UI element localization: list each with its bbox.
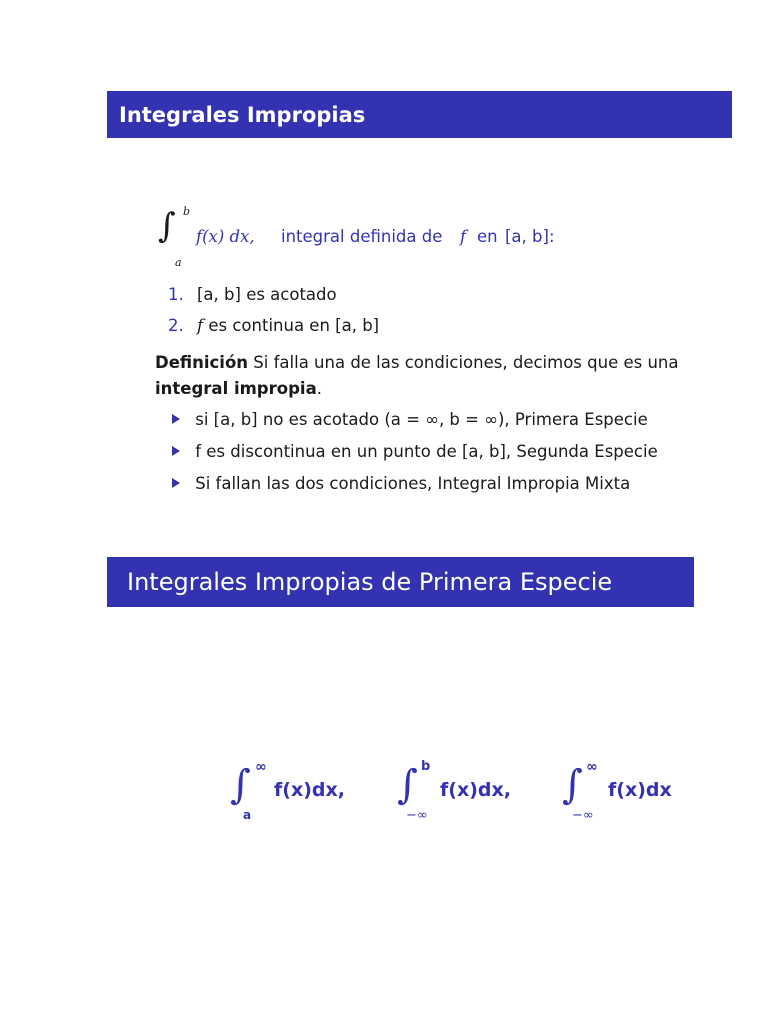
slide1-title-bar [107, 91, 732, 138]
slide2-title: Integrales Impropias de Primera Especie [127, 568, 613, 596]
bullet-item-2 [172, 444, 658, 461]
intro-text: integral definida de [281, 227, 443, 246]
intro-interval: [a, b]: [505, 227, 555, 246]
slide2-title-bar [107, 557, 694, 607]
upper-limit: ∞ [255, 759, 267, 775]
integral-lower-limit: a [175, 256, 182, 269]
condition-1 [168, 287, 337, 304]
integral-expr: f(x)dx, [440, 779, 511, 801]
definition-label: Definición [155, 353, 249, 372]
integral-expr: f(x)dx [608, 779, 672, 801]
integral-sign: ∫ [158, 206, 176, 246]
triangle-bullet-icon [172, 446, 180, 456]
integral-upper-limit: b [183, 205, 191, 218]
definition-line-2 [155, 381, 322, 398]
intro-en: en [477, 227, 498, 246]
bullet-item-1 [172, 412, 648, 429]
triangle-bullet-icon [172, 478, 180, 488]
bullet-item-3 [172, 476, 630, 493]
lower-limit: a [243, 808, 252, 822]
lower-limit: −∞ [572, 808, 594, 823]
bullet-text-2: f es discontinua en un punto de [a, b], Segunda Especie [195, 442, 658, 461]
definition-line-1 [155, 355, 679, 372]
bullet-text-3: Si fallan las dos condiciones, Integral Impropia Mixta [195, 474, 631, 493]
condition-2-number: 2. [168, 316, 184, 335]
integral-expr: f(x)dx, [274, 779, 345, 801]
condition-2-f: f [197, 316, 204, 335]
lower-limit: −∞ [406, 808, 428, 823]
definition-text: Si falla una de las condiciones, decimos que es una [253, 353, 679, 372]
slide1-title: Integrales Impropias [119, 102, 366, 127]
condition-2 [168, 318, 379, 335]
condition-1-number: 1. [168, 285, 184, 304]
condition-2-text: es continua en [a, b] [208, 316, 380, 335]
integral-sign: ∫ [230, 762, 251, 808]
condition-1-text: [a, b] es acotado [197, 285, 337, 304]
definition-end: . [316, 379, 322, 398]
triangle-bullet-icon [172, 414, 180, 424]
intro-f: f [460, 227, 467, 246]
bullet-text-1: si [a, b] no es acotado (a = ∞, b = ∞), Primera Especie [195, 410, 648, 429]
upper-limit: ∞ [586, 759, 598, 775]
integrand: f(x) dx, [196, 227, 255, 246]
integral-sign: ∫ [562, 762, 583, 808]
upper-limit: b [421, 759, 431, 774]
definition-bold: integral impropia [155, 379, 317, 398]
integral-sign: ∫ [397, 762, 418, 808]
